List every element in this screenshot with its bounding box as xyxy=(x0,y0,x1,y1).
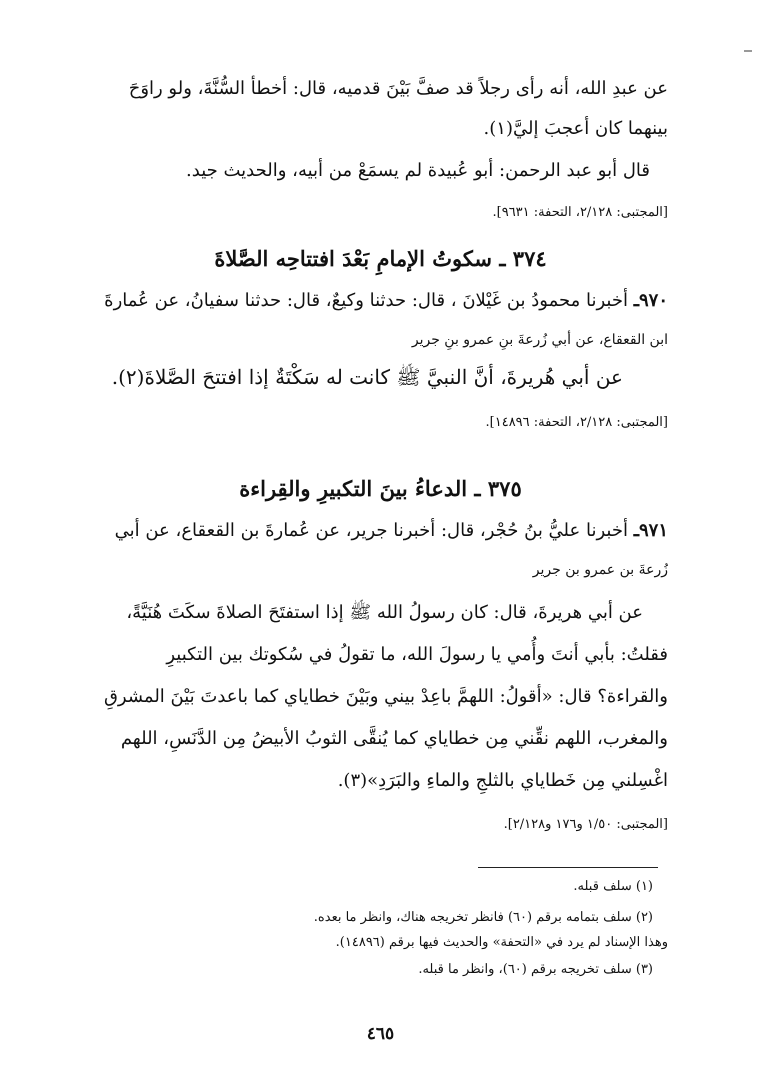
hadith-970-isnad-2: ابن القعقاع، عن أبي زُرعةَ بنِ عمرو بنِ جرير xyxy=(411,332,668,348)
hadith-971-matn-2: فقلتُ: بأبي أنتَ وأُمي يا رسولَ الله، ما تقولُ في سُكوتك بين التكبيرِ xyxy=(166,644,668,665)
page-edge-mark xyxy=(744,50,752,52)
reference-970: [المجتبى: ٢/١٢٨، التحفة: ١٤٨٩٦]. xyxy=(485,415,668,430)
hadith-970-isnad-1 xyxy=(104,290,668,312)
hadith-971-isnad-2: زُرعةَ بن عمرو بن جرير xyxy=(532,562,668,578)
section-heading-375: ٣٧٥ ـ الدعاءُ بينَ التكبيرِ والقِراءة xyxy=(239,476,522,501)
hadith-number-971: ٩٧١ـ xyxy=(633,520,668,541)
footnote-3: (٣) سلف تخريجه برقم (٦٠)، وانظر ما قبله. xyxy=(418,962,653,977)
text-line-1: عن عبدِ الله، أنه رأى رجلاً قد صفَّ بَيْنَ قدميه، قال: أخطأ السُّنَّةَ، ولو راوَحَ xyxy=(128,78,668,99)
footnote-2-continued: وهذا الإسناد لم يرد في «التحفة» والحديث فيها برقم (١٤٨٩٦). xyxy=(335,935,668,950)
reference-line-1: [المجتبى: ٢/١٢٨، التحفة: ٩٦٣١]. xyxy=(492,205,668,220)
hadith-971-matn-4: والمغرب، اللهم نقِّني مِن خطاياي كما يُنقَّى الثوبُ الأبيضُ مِن الدَّنَسِ، اللهم xyxy=(120,728,668,749)
hadith-971-isnad-text: أخبرنا عليُّ بنُ حُجْر، قال: أخبرنا جرير، عن عُمارةَ بن القعقاع، عن أبي xyxy=(114,520,628,541)
footnote-separator xyxy=(478,867,658,868)
text-line-2: بينهما كان أعجبَ إليَّ(١). xyxy=(483,118,668,139)
hadith-971-matn-3: والقراءة؟ قال: «أقولُ: اللهمَّ باعِدْ بيني وبَيْنَ خطاياي كما باعدتَ بَيْنَ المشرقِ xyxy=(103,686,668,707)
hadith-971-matn-5: اغْسِلني مِن خَطاياي بالثلجِ والماءِ والبَرَدِ»(٣). xyxy=(337,770,668,791)
footnote-2: (٢) سلف بتمامه برقم (٦٠) فانظر تخريجه هناك، وانظر ما بعده. xyxy=(313,910,653,925)
hadith-970-isnad-text: أخبرنا محمودُ بن غَيْلانَ ، قال: حدثنا وكيعٌ، قال: حدثنا سفيانُ، عن عُمارةَ xyxy=(104,290,628,311)
section-heading-374: ٣٧٤ ـ سكوتُ الإمامِ بَعْدَ افتتاحِه الصَّلاةَ xyxy=(214,246,547,271)
hadith-970-matn: عن أبي هُريرةَ، أنَّ النبيَّ ﷺ كانت له سَكْتَةٌ إذا افتتحَ الصَّلاةَ(٢). xyxy=(111,365,623,389)
page-number: ٤٦٥ xyxy=(366,1024,395,1044)
hadith-number-970: ٩٧٠ـ xyxy=(633,290,668,311)
hadith-971-isnad-1 xyxy=(115,520,668,542)
reference-971: [المجتبى: ١/٥٠ و١٧٦ و٢/١٢٨]. xyxy=(503,817,668,832)
text-line-3: قال أبو عبد الرحمن: أبو عُبيدة لم يسمَعْ من أبيه، والحديث جيد. xyxy=(186,160,650,181)
hadith-971-matn-1: عن أبي هريرةَ، قال: كان رسولُ الله ﷺ إذا استفتَحَ الصلاةَ سكَتَ هُنَيَّةً، xyxy=(126,602,643,623)
footnote-1: (١) سلف قبله. xyxy=(573,879,653,894)
